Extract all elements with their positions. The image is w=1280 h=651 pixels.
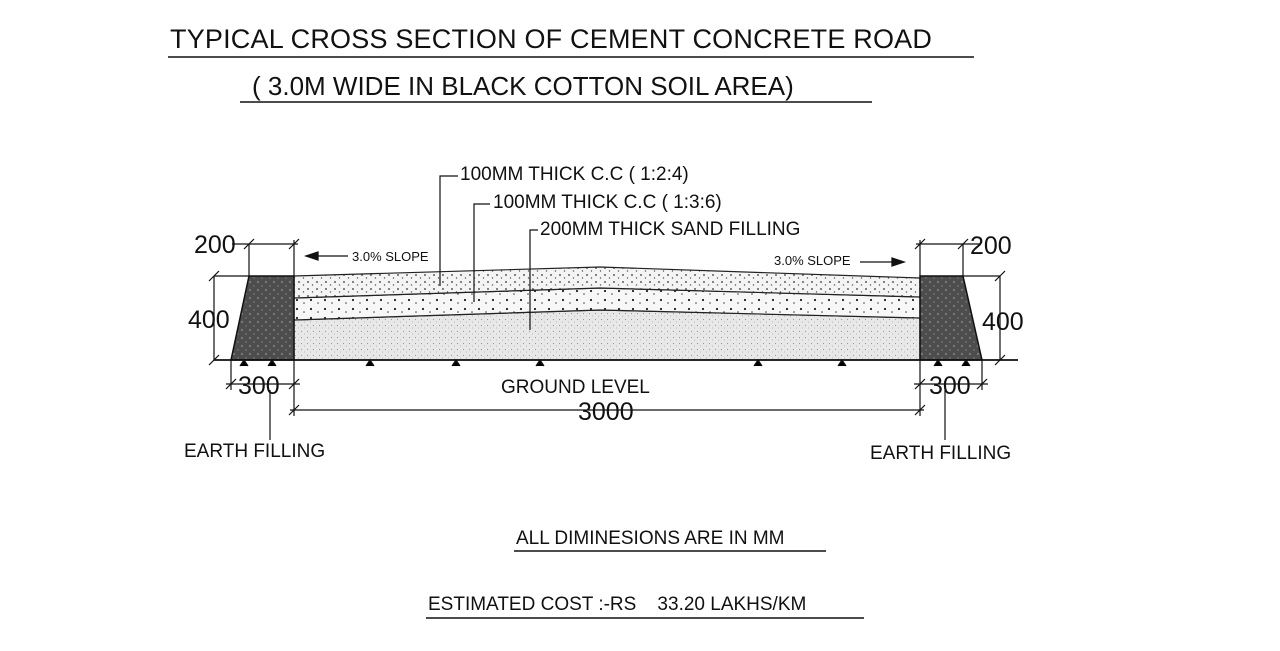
dim-height-left: 400 — [188, 306, 230, 334]
earth-shoulder-right — [920, 276, 982, 360]
slope-label-left: 3.0% SLOPE — [352, 249, 429, 264]
earth-filling-label-right: EARTH FILLING — [870, 443, 1012, 464]
drawing-subtitle: ( 3.0M WIDE IN BLACK COTTON SOIL AREA) — [252, 71, 794, 101]
drawing-title: TYPICAL CROSS SECTION OF CEMENT CONCRETE ROAD — [170, 24, 933, 54]
ground-level-label: GROUND LEVEL — [501, 377, 650, 398]
dim-shoulder-top-right: 200 — [970, 232, 1012, 260]
estimated-cost: ESTIMATED COST :-RS 33.20 LAKHS/KM — [428, 594, 807, 615]
slope-label-right: 3.0% SLOPE — [774, 253, 851, 268]
dimensions-note: ALL DIMINESIONS ARE IN MM — [516, 528, 785, 549]
layer-label-cc-124: 100MM THICK C.C ( 1:2:4) — [460, 164, 689, 185]
dim-base-left: 300 — [238, 372, 280, 400]
dim-base-right: 300 — [929, 372, 971, 400]
layer-label-sand: 200MM THICK SAND FILLING — [540, 219, 801, 240]
layer-label-cc-136: 100MM THICK C.C ( 1:3:6) — [493, 192, 722, 213]
dim-height-right: 400 — [982, 308, 1024, 336]
earth-shoulder-left — [231, 276, 294, 360]
dim-road-width: 3000 — [578, 398, 634, 426]
earth-filling-label-left: EARTH FILLING — [184, 441, 326, 462]
dim-shoulder-top-left: 200 — [194, 231, 236, 259]
